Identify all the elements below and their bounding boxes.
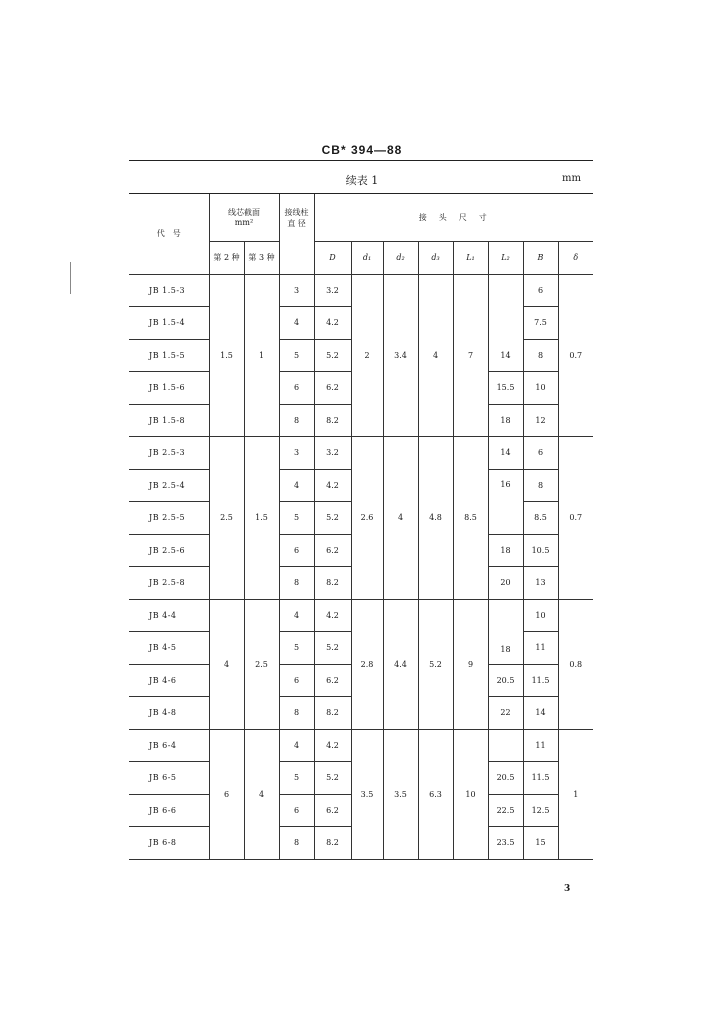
row-D: 8.2 bbox=[314, 404, 351, 437]
header-code: 代 号 bbox=[129, 194, 209, 274]
row-post: 3 bbox=[279, 437, 314, 470]
row-B: 10 bbox=[523, 372, 558, 405]
row-D: 8.2 bbox=[314, 827, 351, 860]
group-delta: 0.7 bbox=[558, 437, 593, 600]
header-section bbox=[209, 194, 279, 241]
row-L2: 18 bbox=[488, 404, 523, 437]
table-caption: 续表 1 bbox=[345, 174, 379, 187]
group-d2: 4.4 bbox=[383, 599, 418, 729]
header-d2: d₂ bbox=[383, 241, 418, 274]
group-delta: 1 bbox=[558, 729, 593, 859]
header-dims: 接 头 尺 寸 bbox=[314, 194, 593, 241]
group-type2: 4 bbox=[209, 599, 244, 729]
header-d1: d₁ bbox=[351, 241, 383, 274]
group-d2: 4 bbox=[383, 437, 418, 600]
margin-mark bbox=[70, 262, 71, 294]
header-type3: 第 3 种 bbox=[244, 241, 279, 274]
header-section-label: 线芯截面 bbox=[228, 208, 260, 218]
group-d3: 4 bbox=[418, 274, 453, 437]
row-post: 6 bbox=[279, 372, 314, 405]
row-L2: 23.5 bbox=[488, 827, 523, 860]
row-D: 8.2 bbox=[314, 567, 351, 600]
spec-table bbox=[129, 194, 593, 860]
row-L2 bbox=[488, 729, 523, 762]
row-D: 4.2 bbox=[314, 729, 351, 762]
header-L2: L₂ bbox=[488, 241, 523, 274]
row-post: 8 bbox=[279, 567, 314, 600]
row-post: 4 bbox=[279, 729, 314, 762]
row-code: JB 1.5-8 bbox=[129, 404, 209, 437]
row-post: 6 bbox=[279, 664, 314, 697]
row-post: 8 bbox=[279, 697, 314, 730]
row-post: 3 bbox=[279, 274, 314, 307]
row-B: 12.5 bbox=[523, 794, 558, 827]
group-L1: 7 bbox=[453, 274, 488, 437]
group-type2: 1.5 bbox=[209, 274, 244, 437]
group-d1: 3.5 bbox=[351, 729, 383, 859]
row-B: 15 bbox=[523, 827, 558, 860]
row-post: 5 bbox=[279, 339, 314, 372]
row-B: 7.5 bbox=[523, 307, 558, 340]
row-D: 6.2 bbox=[314, 794, 351, 827]
group-type2: 2.5 bbox=[209, 437, 244, 600]
header-post bbox=[279, 194, 314, 241]
table-row bbox=[129, 729, 593, 762]
row-B: 8 bbox=[523, 339, 558, 372]
row-post: 8 bbox=[279, 827, 314, 860]
row-code: JB 4-4 bbox=[129, 599, 209, 632]
row-D: 6.2 bbox=[314, 372, 351, 405]
row-L2 bbox=[488, 274, 523, 339]
group-type3: 4 bbox=[244, 729, 279, 859]
group-d1: 2.6 bbox=[351, 437, 383, 600]
row-L2: 15.5 bbox=[488, 372, 523, 405]
row-code: JB 2.5-8 bbox=[129, 567, 209, 600]
unit-label: mm bbox=[562, 173, 581, 184]
row-B: 11.5 bbox=[523, 664, 558, 697]
header-D: D bbox=[314, 241, 351, 274]
top-rule bbox=[129, 160, 593, 161]
row-L2: 16 bbox=[488, 469, 523, 534]
page-number: 3 bbox=[564, 884, 571, 894]
group-d3: 5.2 bbox=[418, 599, 453, 729]
row-code: JB 1.5-3 bbox=[149, 285, 186, 295]
header-B: B bbox=[523, 241, 558, 274]
row-D: 4.2 bbox=[314, 469, 351, 502]
row-D: 8.2 bbox=[314, 697, 351, 730]
group-d2: 3.4 bbox=[383, 274, 418, 437]
document-code: CB* 394—88 bbox=[321, 143, 403, 157]
group-d1: 2.8 bbox=[351, 599, 383, 729]
row-code: JB 4-5 bbox=[129, 632, 209, 665]
row-B: 13 bbox=[523, 567, 558, 600]
group-d2: 3.5 bbox=[383, 729, 418, 859]
row-D: 6.2 bbox=[314, 534, 351, 567]
row-B: 6 bbox=[523, 274, 558, 307]
group-type3: 1.5 bbox=[244, 437, 279, 600]
row-post: 5 bbox=[279, 632, 314, 665]
row-code: JB 2.5-4 bbox=[129, 469, 209, 502]
row-post: 4 bbox=[279, 469, 314, 502]
row-L2: 20.5 bbox=[488, 664, 523, 697]
row-post: 4 bbox=[279, 307, 314, 340]
row-code: JB 2.5-3 bbox=[129, 437, 209, 470]
table-row bbox=[129, 274, 593, 307]
header-type2: 第 2 种 bbox=[209, 241, 244, 274]
row-code: JB 6-4 bbox=[129, 729, 209, 762]
row-D: 3.2 bbox=[314, 274, 351, 307]
row-L2: 18 bbox=[488, 534, 523, 567]
row-B: 6 bbox=[523, 437, 558, 470]
row-B: 11.5 bbox=[523, 762, 558, 795]
row-L2: 20.5 bbox=[488, 762, 523, 795]
row-code: JB 2.5-6 bbox=[129, 534, 209, 567]
table-row bbox=[129, 599, 593, 632]
row-B: 12 bbox=[523, 404, 558, 437]
row-code: JB 2.5-5 bbox=[129, 502, 209, 535]
row-D: 5.2 bbox=[314, 339, 351, 372]
row-L2: 18 bbox=[488, 599, 523, 664]
row-L2: 22.5 bbox=[488, 794, 523, 827]
row-code: JB 4-6 bbox=[129, 664, 209, 697]
group-delta: 0.7 bbox=[558, 274, 593, 437]
row-code: JB 6-5 bbox=[129, 762, 209, 795]
header-post-label: 接线柱 bbox=[284, 207, 309, 217]
row-post: 4 bbox=[279, 599, 314, 632]
header-section-unit: mm² bbox=[234, 218, 254, 228]
row-D: 4.2 bbox=[314, 307, 351, 340]
row-L2: 20 bbox=[488, 567, 523, 600]
row-code: JB 1.5-5 bbox=[129, 339, 209, 372]
group-d3: 4.8 bbox=[418, 437, 453, 600]
row-L2: 14 bbox=[488, 437, 523, 470]
row-code: JB 6-6 bbox=[129, 794, 209, 827]
header-post-sub bbox=[279, 241, 314, 274]
table-row bbox=[129, 437, 593, 470]
group-L1: 8.5 bbox=[453, 437, 488, 600]
row-B: 10 bbox=[523, 599, 558, 632]
row-code: JB 6-8 bbox=[129, 827, 209, 860]
group-L1: 10 bbox=[453, 729, 488, 859]
row-B: 14 bbox=[523, 697, 558, 730]
header-delta: δ bbox=[558, 241, 593, 274]
row-L2: 22 bbox=[488, 697, 523, 730]
row-D: 4.2 bbox=[314, 599, 351, 632]
row-post: 5 bbox=[279, 502, 314, 535]
header-L1: L₁ bbox=[453, 241, 488, 274]
group-d1: 2 bbox=[351, 274, 383, 437]
row-B: 11 bbox=[523, 632, 558, 665]
header-d3: d₃ bbox=[418, 241, 453, 274]
row-post: 6 bbox=[279, 534, 314, 567]
row-code: JB 1.5-4 bbox=[129, 307, 209, 340]
group-type3: 2.5 bbox=[244, 599, 279, 729]
group-type3: 1 bbox=[244, 274, 279, 437]
row-B: 8.5 bbox=[523, 502, 558, 535]
row-D: 6.2 bbox=[314, 664, 351, 697]
row-L2: 14 bbox=[488, 339, 523, 372]
row-D: 5.2 bbox=[314, 762, 351, 795]
row-B: 10.5 bbox=[523, 534, 558, 567]
group-delta: 0.8 bbox=[558, 599, 593, 729]
row-B: 8 bbox=[523, 469, 558, 502]
row-post: 6 bbox=[279, 794, 314, 827]
row-post: 8 bbox=[279, 404, 314, 437]
group-L1: 9 bbox=[453, 599, 488, 729]
row-B: 11 bbox=[523, 729, 558, 762]
row-D: 5.2 bbox=[314, 502, 351, 535]
row-D: 5.2 bbox=[314, 632, 351, 665]
group-type2: 6 bbox=[209, 729, 244, 859]
row-code: JB 4-8 bbox=[129, 697, 209, 730]
row-D: 3.2 bbox=[314, 437, 351, 470]
row-post: 5 bbox=[279, 762, 314, 795]
group-d3: 6.3 bbox=[418, 729, 453, 859]
header-post-label-2: 直 径 bbox=[287, 218, 306, 228]
row-code: JB 1.5-6 bbox=[129, 372, 209, 405]
